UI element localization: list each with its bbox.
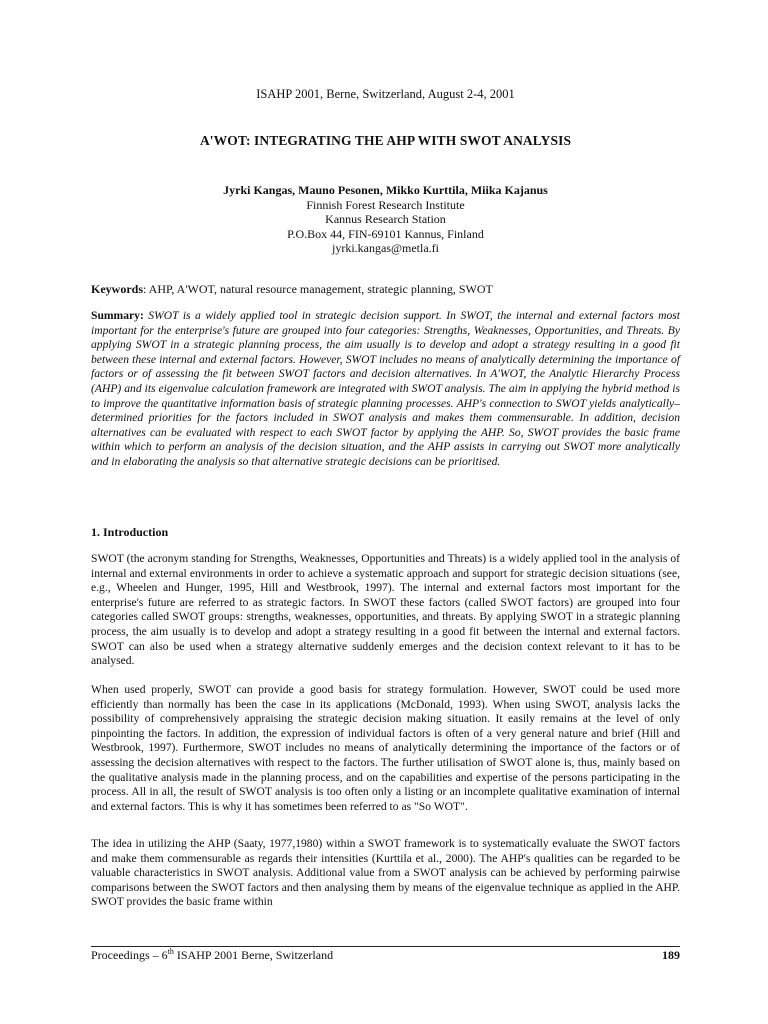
author-email: jyrki.kangas@metla.fi <box>331 241 440 256</box>
author-station: Kannus Research Station <box>325 212 446 227</box>
keywords-text: : AHP, A'WOT, natural resource management, strategic planning, SWOT <box>143 282 493 296</box>
footer-prefix: Proceedings – 6 <box>91 948 168 962</box>
intro-paragraph-3: The idea in utilizing the AHP (Saaty, 1977,1980) within a SWOT framework is to systematically evaluate the SWOT factors and make them commensurable as regards their intensities (Kurttila et al., 2000). The AHP's qualities can be regarded to be valuable characteristics in SWOT analysis. Additional value from a SWOT analysis can be achieved by performing pairwise comparisons between the SWOT factors and then analysing them by means of the eigenvalue technique as applied in the AHP. SWOT provides the basic frame within <box>91 837 680 909</box>
footer-proceedings <box>91 948 333 963</box>
intro-paragraph-2: When used properly, SWOT can provide a good basis for strategy formulation. However, SWOT could be used more efficiently than normally has been the case in its applications (McDonald, 1993). When using SWOT, analysis lacks the possibility of comprehensively appraising the strategic decision making situation. It easily remains at the level of only pinpointing the factors. In addition, the expression of individual factors is often of a very general nature and brief (Hill and Westbrook, 1997). Furthermore, SWOT includes no means of analytically determining the importance of the factors or of assessing the decision alternatives with respect to the factors. The further utilisation of SWOT alone is, thus, mainly based on the qualitative analysis made in the planning process, and on the capabilities and expertise of the persons participating in the process. All in all, the result of SWOT analysis is too often only a listing or an incomplete qualitative examination of internal and external factors. This is why it has sometimes been referred to as "So WOT". <box>91 683 680 813</box>
author-institute: Finnish Forest Research Institute <box>306 197 465 212</box>
conference-header: ISAHP 2001, Berne, Switzerland, August 2-4, 2001 <box>256 87 515 101</box>
paper-page <box>91 0 680 1024</box>
intro-paragraph-1: SWOT (the acronym standing for Strengths, Weaknesses, Opportunities and Threats) is a widely applied tool in the analysis of internal and external environments in order to achieve a systematic approach and support for strategic decision situations (see, e.g., Wheelen and Hunger, 1995, Hill and Westbrook, 1997). The internal and external factors most important for the enterprise's future are referred to as strategic factors. In SWOT these factors (called SWOT factors) are grouped into four categories called SWOT groups: strengths, weaknesses, opportunities, and threats. By applying SWOT in a strategic planning process, the aim usually is to develop and adopt a strategy resulting in a good fit between the internal and external factors. SWOT can also be used when a strategy alternative suddenly emerges and the decision context relevant to it has to be analysed. <box>91 552 680 668</box>
footer-divider <box>91 946 680 947</box>
keywords-label: Keywords <box>91 282 143 296</box>
footer-suffix: ISAHP 2001 Berne, Switzerland <box>173 948 334 962</box>
keywords-line <box>91 282 680 297</box>
footer-ordinal: th <box>167 947 174 956</box>
summary-label: Summary: <box>91 309 144 322</box>
page-number: 189 <box>662 948 680 962</box>
author-address: P.O.Box 44, FIN-69101 Kannus, Finland <box>287 226 484 241</box>
section-heading-introduction: 1. Introduction <box>91 525 169 539</box>
author-names: Jyrki Kangas, Mauno Pesonen, Mikko Kurttila, Miika Kajanus <box>223 183 548 197</box>
author-block <box>91 183 680 256</box>
paper-title: A'WOT: INTEGRATING THE AHP WITH SWOT ANALYSIS <box>199 133 572 148</box>
summary-abstract <box>91 309 680 470</box>
summary-text: SWOT is a widely applied tool in strategic decision support. In SWOT, the internal and external factors most important for the enterprise's future are grouped into four categories: Strengths, Weaknesses, Opportunities, and Threats. By applying SWOT in a strategic planning process, the aim usually is to develop and adopt a strategy resulting in a good fit between these internal and external factors. However, SWOT includes no means of analytically determining the importance of factors or of assessing the fit between SWOT factors and decision alternatives. In A'WOT, the Analytic Hierarchy Process (AHP) and its eigenvalue calculation framework are integrated with SWOT analysis. The aim in applying the hybrid method is to improve the quantitative information basis of strategic planning processes. AHP's connection to SWOT yields analytically–determined priorities for the factors included in SWOT analysis and makes them commensurable. In addition, decision alternatives can be evaluated with respect to each SWOT factor by applying the AHP. So, SWOT provides the basic frame within which to perform an analysis of the decision situation, and the AHP assists in carrying out SWOT more analytically and in elaborating the analysis so that alternative strategic decisions can be prioritised. <box>91 309 680 468</box>
